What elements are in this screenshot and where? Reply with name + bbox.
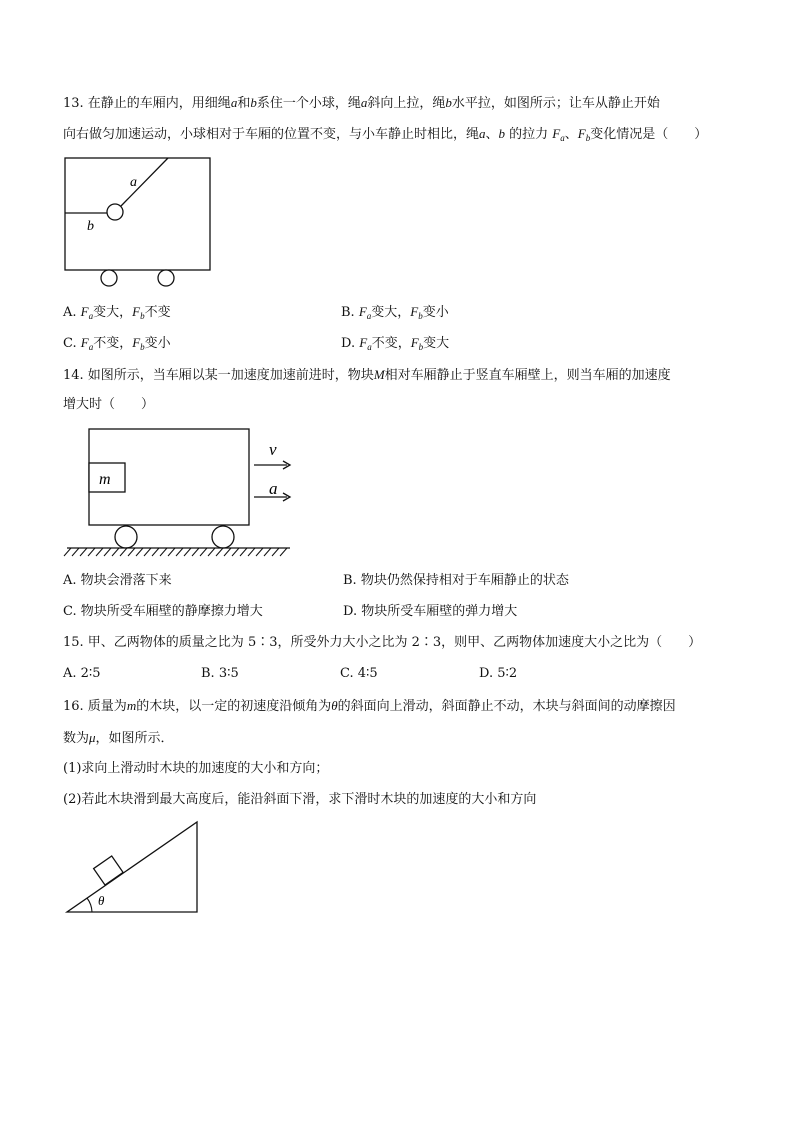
q14-option-c[interactable]: C. 物块所受车厢壁的静摩擦力增大 xyxy=(63,604,263,619)
hatch-stroke xyxy=(176,548,183,556)
hatch-stroke xyxy=(104,548,111,556)
hatch-stroke xyxy=(256,548,263,556)
hatch-stroke xyxy=(248,548,255,556)
q16-subquestion-2: (2)若此木块滑到最大高度后，能沿斜面下滑，求下滑时木块的加速度的大小和方向 xyxy=(63,792,537,807)
q13-option-a[interactable]: A. $F_a$变大，$F_b$不变 xyxy=(63,304,171,321)
hatch-stroke xyxy=(120,548,127,556)
q14-option-a[interactable]: A. 物块会滑落下来 xyxy=(63,573,172,588)
hatch-stroke xyxy=(112,548,119,556)
q15-option-c[interactable]: C. 4∶5 xyxy=(340,666,378,681)
hatch-stroke xyxy=(136,548,143,556)
q16-figure-incline xyxy=(60,815,205,920)
hatch-stroke xyxy=(72,548,79,556)
angle-arc xyxy=(87,898,92,912)
q15-option-a[interactable]: A. 2∶5 xyxy=(63,666,101,681)
q13-option-b[interactable]: B. $F_a$变大，$F_b$变小 xyxy=(341,304,449,321)
hatch-stroke xyxy=(216,548,223,556)
hatch-stroke xyxy=(80,548,87,556)
hatch-stroke xyxy=(160,548,167,556)
q16-subquestion-1: (1)求向上滑动时木块的加速度的大小和方向； xyxy=(63,761,329,776)
hatch-stroke xyxy=(264,548,271,556)
hatch-stroke xyxy=(232,548,239,556)
wooden-block xyxy=(94,856,123,885)
ball xyxy=(107,204,123,220)
hatch-stroke xyxy=(272,548,279,556)
hatch-stroke xyxy=(64,548,71,556)
rope-a xyxy=(121,158,168,206)
q14-stem-line1: 14. 如图所示，当车厢以某一加速度加速前进时，物块M相对车厢静止于竖直车厢壁上，则当车厢的加速度 xyxy=(63,367,671,383)
label-a: a xyxy=(269,479,278,498)
q15-option-d[interactable]: D. 5∶2 xyxy=(479,666,518,681)
wheel-right xyxy=(212,526,234,548)
hatch-stroke xyxy=(224,548,231,556)
q13-stem-line1: 13. 在静止的车厢内，用细绳a和b系住一个小球，绳a斜向上拉，绳b水平拉，如图所示；让车从静止开始 xyxy=(63,95,660,111)
q13-option-d[interactable]: D. $F_a$不变，$F_b$变大 xyxy=(341,335,450,352)
q15-option-b[interactable]: B. 3∶5 xyxy=(201,666,239,681)
ground-hatching xyxy=(64,548,287,556)
incline-triangle xyxy=(67,822,197,912)
hatch-stroke xyxy=(192,548,199,556)
hatch-stroke xyxy=(168,548,175,556)
q14-option-d[interactable]: D. 物块所受车厢壁的弹力增大 xyxy=(343,604,518,619)
hatch-stroke xyxy=(152,548,159,556)
wheel-left xyxy=(115,526,137,548)
hatch-stroke xyxy=(88,548,95,556)
label-a: a xyxy=(130,175,137,190)
hatch-stroke xyxy=(200,548,207,556)
hatch-stroke xyxy=(208,548,215,556)
carriage-box xyxy=(65,158,210,270)
q16-stem-line2: 数为μ，如图所示． xyxy=(63,730,174,746)
label-b: b xyxy=(87,219,94,234)
q15-stem: 15. 甲、乙两物体的质量之比为 5∶3，所受外力大小之比为 2∶3，则甲、乙两物体加速度大小之比为（ ） xyxy=(63,635,702,650)
q16-stem-line1: 16. 质量为m的木块，以一定的初速度沿倾角为θ的斜面向上滑动，斜面静止不动，木块与斜面间的动摩擦因 xyxy=(63,698,676,714)
hatch-stroke xyxy=(280,548,287,556)
label-m: m xyxy=(99,471,111,488)
hatch-stroke xyxy=(128,548,135,556)
q13-option-c[interactable]: C. $F_a$不变，$F_b$变小 xyxy=(63,335,171,352)
q13-stem-line2: 向右做匀加速运动，小球相对于车厢的位置不变，与小车静止时相比，绳a、b 的拉力 $F_a$、$F_b$变化情况是（ ） xyxy=(63,126,708,143)
q14-option-b[interactable]: B. 物块仍然保持相对于车厢静止的状态 xyxy=(343,573,569,588)
q14-figure-carriage xyxy=(65,425,300,565)
hatch-stroke xyxy=(240,548,247,556)
hatch-stroke xyxy=(96,548,103,556)
hatch-stroke xyxy=(144,548,151,556)
q13-figure-carriage xyxy=(60,155,220,290)
label-v: v xyxy=(269,440,277,459)
q14-stem-line2: 增大时（ ） xyxy=(63,397,155,412)
label-theta: θ xyxy=(98,893,105,908)
wheel-right xyxy=(158,270,174,286)
wheel-left xyxy=(101,270,117,286)
hatch-stroke xyxy=(184,548,191,556)
